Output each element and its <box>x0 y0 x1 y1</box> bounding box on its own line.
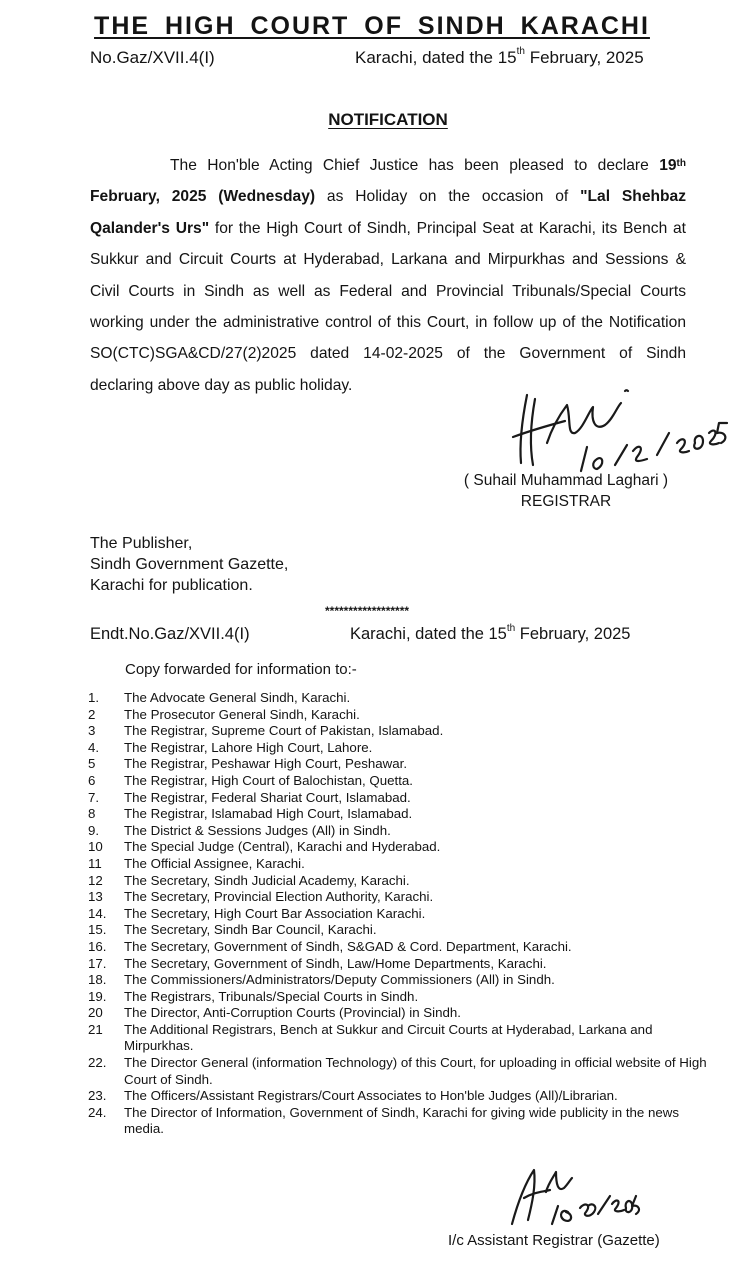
holiday-date: 19th February, 2025 (Wednesday) <box>90 157 686 206</box>
list-item <box>88 1055 708 1088</box>
list-item-text: The Registrar, High Court of Balochistan, Quetta. <box>124 772 413 788</box>
list-item-text: The Director, Anti-Corruption Courts (Provincial) in Sindh. <box>124 1005 461 1021</box>
copy-forwarded-label: Copy forwarded for information to:- <box>125 661 357 678</box>
list-item-number: 16. <box>88 938 107 954</box>
list-item-number: 5 <box>88 756 96 772</box>
list-item <box>88 806 708 823</box>
list-item <box>88 707 708 724</box>
list-item <box>88 856 708 873</box>
registrar-designation: REGISTRAR <box>520 493 612 510</box>
list-item-number: 19. <box>88 988 107 1004</box>
list-item-number: 8 <box>88 806 96 822</box>
list-item <box>88 1022 708 1055</box>
list-item-text: The Secretary, Government of Sindh, S&GAD & Cord. Department, Karachi. <box>124 938 572 954</box>
list-item <box>88 690 708 707</box>
list-item-text: The Commissioners/Administrators/Deputy Commissioners (All) in Sindh. <box>124 972 555 988</box>
notification-heading: NOTIFICATION <box>328 110 448 129</box>
list-item <box>88 773 708 790</box>
list-item-text: The Registrar, Peshawar High Court, Peshawar. <box>124 756 408 772</box>
list-item-text: The Additional Registrars, Bench at Sukkur and Circuit Courts at Hyderabad, Larkana and Mirpurkhas. <box>124 1021 653 1054</box>
holiday-occasion: "Lal Shehbaz Qalander's Urs" <box>90 188 687 237</box>
list-item-number: 12 <box>88 872 103 888</box>
list-item-text: The Secretary, Government of Sindh, Law/Home Departments, Karachi. <box>124 955 547 971</box>
list-item <box>88 922 708 939</box>
list-item <box>88 906 708 923</box>
list-item <box>88 839 708 856</box>
list-item-number: 17. <box>88 955 107 971</box>
list-item-number: 18. <box>88 972 107 988</box>
list-item-number: 15. <box>88 922 107 938</box>
list-item <box>88 823 708 840</box>
list-item-text: The Advocate General Sindh, Karachi. <box>124 690 351 705</box>
list-item-text: The Director General (information Technology) of this Court, for uploading in official website of High Court of Sindh. <box>124 1055 707 1087</box>
list-item-number: 2 <box>88 706 96 722</box>
list-item <box>88 1088 708 1105</box>
list-item-number: 1. <box>88 690 100 705</box>
list-item <box>88 873 708 890</box>
list-item-number: 20 <box>88 1005 103 1021</box>
issue-date: Karachi, dated the 15th February, 2025 <box>355 46 644 67</box>
list-item-number: 4. <box>88 739 100 755</box>
recipient-list <box>88 690 708 1138</box>
publisher-address: The Publisher, Sindh Government Gazette, Karachi for publication. <box>90 535 289 594</box>
list-item-number: 22. <box>88 1055 107 1071</box>
list-item <box>88 972 708 989</box>
list-item-text: The Registrars, Tribunals/Special Courts in Sindh. <box>124 988 419 1004</box>
endorsement-date: Karachi, dated the 15th February, 2025 <box>350 623 631 643</box>
court-title: THE HIGH COURT OF SINDH KARACHI <box>94 12 650 40</box>
list-item-text: The Official Assignee, Karachi. <box>124 855 305 871</box>
list-item-text: The Registrar, Federal Shariat Court, Islamabad. <box>124 789 411 805</box>
list-item <box>88 956 708 973</box>
list-item-number: 13 <box>88 889 103 905</box>
list-item <box>88 756 708 773</box>
assistant-registrar-designation: I/c Assistant Registrar (Gazette) <box>448 1232 660 1249</box>
list-item-text: The Registrar, Lahore High Court, Lahore. <box>124 739 373 755</box>
list-item-text: The Registrar, Islamabad High Court, Islamabad. <box>124 806 413 822</box>
list-item <box>88 723 708 740</box>
list-item-text: The Prosecutor General Sindh, Karachi. <box>124 706 360 722</box>
list-item-text: The Registrar, Supreme Court of Pakistan, Islamabad. <box>124 723 444 739</box>
list-item-number: 6 <box>88 772 96 788</box>
list-item-number: 24. <box>88 1104 107 1120</box>
list-item-number: 23. <box>88 1088 107 1104</box>
list-item-text: The Officers/Assistant Registrars/Court Associates to Hon'ble Judges (All)/Librarian. <box>124 1088 618 1104</box>
separator: ****************** <box>325 604 410 618</box>
list-item-number: 10 <box>88 839 103 855</box>
list-item <box>88 1005 708 1022</box>
endorsement-number: Endt.No.Gaz/XVII.4(I) <box>90 625 250 643</box>
list-item <box>88 790 708 807</box>
list-item-text: The Special Judge (Central), Karachi and Hyderabad. <box>124 839 441 855</box>
list-item-text: The Director of Information, Government of Sindh, Karachi for giving wide publicity in the news media. <box>124 1104 680 1137</box>
list-item-text: The Secretary, Provincial Election Authority, Karachi. <box>124 889 434 905</box>
list-item-text: The Secretary, Sindh Judicial Academy, Karachi. <box>124 872 410 888</box>
list-item-number: 3 <box>88 723 96 739</box>
assistant-registrar-signature <box>498 1162 648 1232</box>
list-item <box>88 989 708 1006</box>
list-item-number: 11 <box>88 855 102 871</box>
registrar-signature <box>505 385 735 475</box>
list-item <box>88 740 708 757</box>
list-item <box>88 1105 708 1138</box>
list-item <box>88 889 708 906</box>
list-item-number: 9. <box>88 822 100 838</box>
list-item-text: The Secretary, High Court Bar Association Karachi. <box>124 905 426 921</box>
list-item-text: The District & Sessions Judges (All) in Sindh. <box>124 822 391 838</box>
registrar-block <box>446 470 686 512</box>
list-item-number: 21 <box>88 1021 103 1037</box>
list-item-number: 14. <box>88 905 107 921</box>
list-item-text: The Secretary, Sindh Bar Council, Karachi. <box>124 922 377 938</box>
registrar-name: ( Suhail Muhammad Laghari ) <box>463 472 669 489</box>
list-item-number: 7. <box>88 789 100 805</box>
notification-body: The Hon'ble Acting Chief Justice has been pleased to declare 19th February, 2025 (Wednesday) as Holiday on the occasion of "Lal Shehbaz Qalander's Urs" for the High Court of Sindh, Principal Seat at Karachi, its Bench at Sukkur and Circuit Courts at Hyderabad, Larkana and Mirpurkhas and Sessions & Civil Courts in Sindh as well as Federal and Provincial Tribunals/Special Courts working under the administrative control of this Court, in follow up of the Notification SO(CTC)SGA&CD/27(2)2025 dated 14-02-2025 of the Government of Sindh declaring above day as public holiday. <box>90 157 687 394</box>
list-item <box>88 939 708 956</box>
reference-number: No.Gaz/XVII.4(I) <box>90 48 215 67</box>
